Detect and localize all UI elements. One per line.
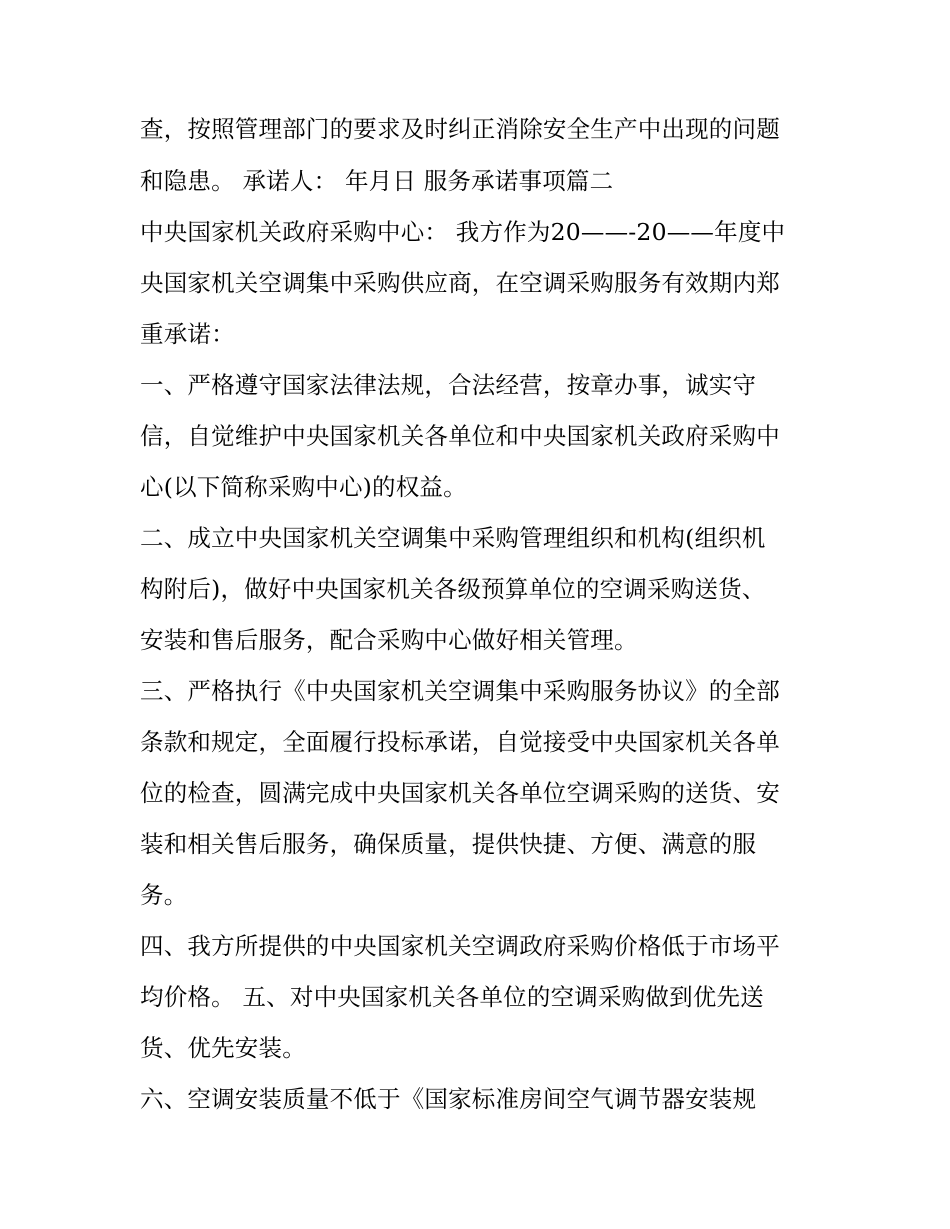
text-line: 央国家机关空调集中采购供应商，在空调采购服务有效期内郑 bbox=[140, 269, 780, 297]
text-line: 构附后)，做好中央国家机关各级预算单位的空调采购送货、 bbox=[140, 575, 766, 603]
text-line: 重承诺： bbox=[140, 320, 235, 348]
text-line: 心(以下简称采购中心)的权益。 bbox=[140, 473, 467, 501]
text-line: 安装和售后服务，配合采购中心做好相关管理。 bbox=[140, 626, 638, 654]
text-line: 一、严格遵守国家法律法规，合法经营，按章办事，诚实守 bbox=[140, 371, 757, 399]
text-line: 二、成立中央国家机关空调集中采购管理组织和机构(组织机 bbox=[140, 524, 766, 552]
text-line: 和隐患。 承诺人： 年月日 服务承诺事项篇二 bbox=[140, 167, 614, 195]
text-line: 三、严格执行《中央国家机关空调集中采购服务协议》的全部 bbox=[140, 677, 780, 705]
text-line: 位的检查，圆满完成中央国家机关各单位空调采购的送货、安 bbox=[140, 779, 780, 807]
text-line: 货、优先安装。 bbox=[140, 1034, 306, 1062]
text-line: 六、空调安装质量不低于《国家标准房间空气调节器安装规 bbox=[140, 1085, 757, 1113]
text-line: 信，自觉维护中央国家机关各单位和中央国家机关政府采购中 bbox=[140, 422, 780, 450]
text-line: 四、我方所提供的中央国家机关空调政府采购价格低于市场平 bbox=[140, 932, 780, 960]
text-line: 装和相关售后服务，确保质量，提供快捷、方便、满意的服 bbox=[140, 830, 757, 858]
text-line: 务。 bbox=[140, 881, 188, 909]
text-line: 中央国家机关政府采购中心： 我方作为20——-20——年度中 bbox=[140, 218, 786, 246]
text-line: 条款和规定，全面履行投标承诺，自觉接受中央国家机关各单 bbox=[140, 728, 780, 756]
text-line: 查，按照管理部门的要求及时纠正消除安全生产中出现的问题 bbox=[140, 115, 780, 143]
text-line: 均价格。 五、对中央国家机关各单位的空调采购做到优先送 bbox=[140, 983, 764, 1011]
